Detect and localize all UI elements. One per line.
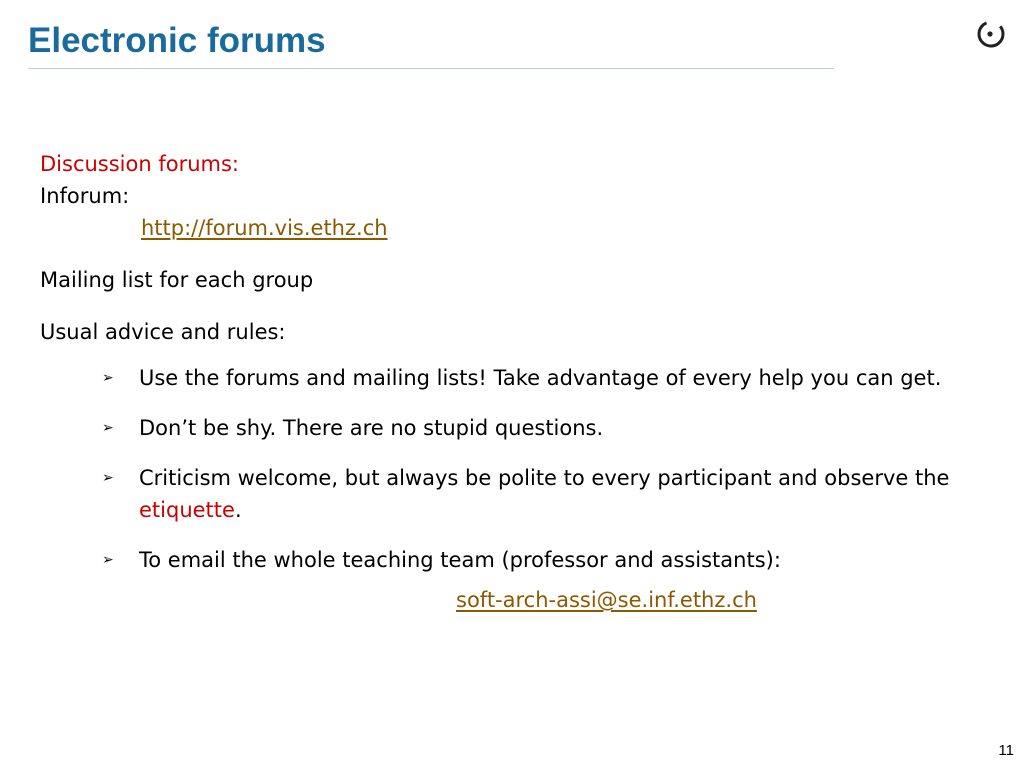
- list-item: [40, 462, 1000, 526]
- page-number: 11: [998, 742, 1014, 759]
- slide-body: [40, 148, 1000, 634]
- etiquette-highlight: etiquette: [139, 498, 235, 522]
- list-item: [40, 362, 1000, 394]
- bullet-text: Don’t be shy. There are no stupid questions.: [139, 416, 604, 440]
- arrow-bullet-icon: ➢: [102, 420, 114, 436]
- list-item: [40, 544, 1000, 616]
- team-email-link[interactable]: soft-arch-assi@se.inf.ethz.ch: [456, 588, 757, 612]
- forum-link[interactable]: http://forum.vis.ethz.ch: [141, 216, 388, 240]
- mailing-list-text: Mailing list for each group: [40, 268, 314, 292]
- bullet-text: Use the forums and mailing lists! Take advantage of every help you can get.: [139, 366, 942, 390]
- arrow-bullet-icon: ➢: [102, 470, 114, 486]
- institution-logo-icon: [974, 16, 1008, 50]
- advice-heading: Usual advice and rules:: [40, 320, 286, 344]
- advice-list: [40, 362, 1000, 616]
- inforum-label: Inforum:: [40, 184, 130, 208]
- arrow-bullet-icon: ➢: [102, 370, 114, 386]
- page-title: Electronic forums: [28, 21, 326, 60]
- list-item: [40, 412, 1000, 444]
- bullet-text-end: .: [234, 498, 242, 522]
- title-divider: [28, 68, 834, 69]
- arrow-bullet-icon: ➢: [102, 552, 114, 568]
- bullet-text: To email the whole teaching team (professor and assistants):: [139, 548, 781, 572]
- bullet-text: Criticism welcome, but always be polite to every participant and observe the: [139, 466, 950, 490]
- discussion-forums-heading: Discussion forums:: [40, 152, 240, 176]
